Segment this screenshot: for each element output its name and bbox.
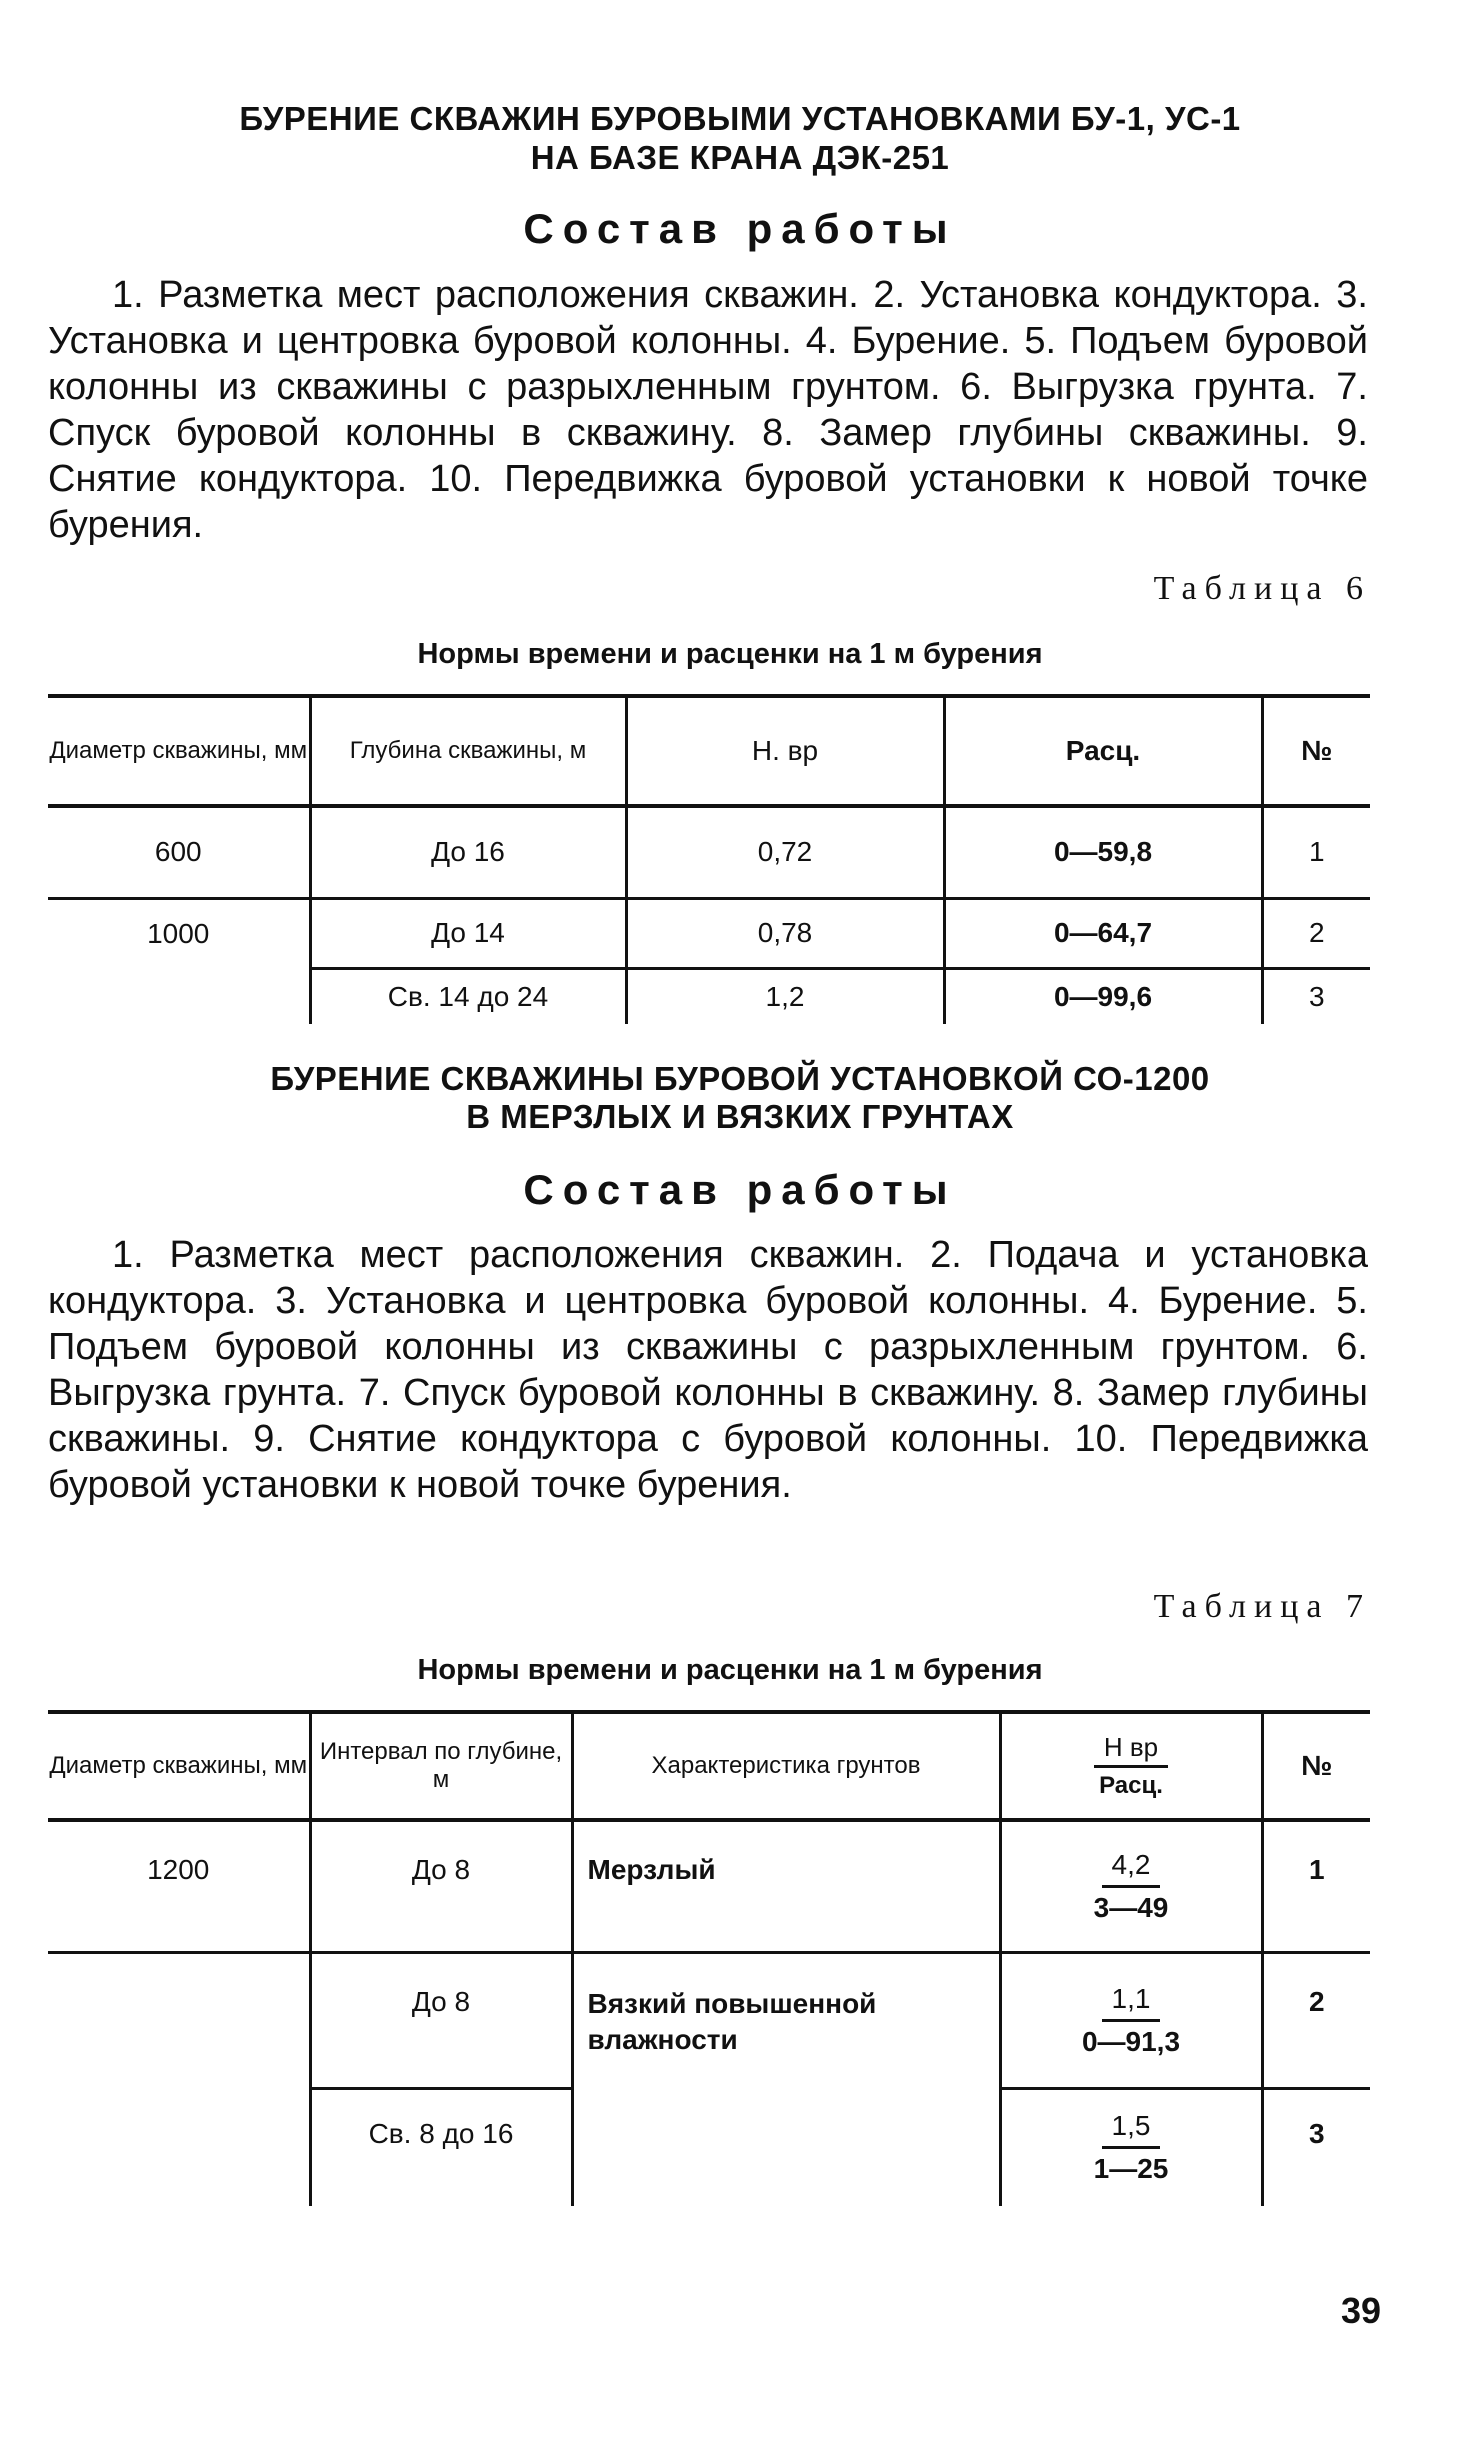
table7-cell-interval: До 8 [310, 1952, 572, 2088]
table6-cell-num: 3 [1308, 980, 1325, 1012]
table7-cell-diameter [48, 1952, 310, 2088]
page-number: 39 [1340, 2290, 1381, 2331]
table6-label: Таблица 6 [1153, 570, 1371, 607]
section1-text: 1. Разметка мест расположения скважин. 2. Установка кондуктора. 3. Установка и центровка буровой колонны. 4. Бурение. 5. Подъем буровой колонны из скважины с разрыхленным грунтом. 6. Выгрузка грунта. 7. Спуск буровой колонны в скважину. 8. Замер глубины скважины. 9. Снятие кондуктора. 10. Передвижка буровой установки к новой точке бурения. [48, 274, 1368, 546]
table6-cell-num: 1 [1308, 836, 1325, 868]
section2-text: 1. Разметка мест расположения скважин. 2. Подача и установка кондуктора. 3. Установка и центровка буровой колонны. 4. Бурение. 5. Подъем буровой колонны из скважины с разрыхленным грунтом. 6. Выгрузка грунта. 7. Спуск буровой колонны в скважину. 8. Замер глубины скважины. 9. Снятие кондуктора с буровой колонны. 10. Передвижка буровой установки к новой точке бурения. [48, 1234, 1368, 1506]
table7-cell-diameter: 1200 [48, 1820, 310, 1952]
table6-title: Нормы времени и расценки на 1 м бурения [417, 638, 1043, 670]
table6-cell-depth: Св. 14 до 24 [310, 968, 626, 1024]
table7-header-rate: Расц. [1099, 1771, 1163, 1799]
table7-title: Нормы времени и расценки на 1 м бурения [417, 1654, 1043, 1686]
table6-cell-depth: До 16 [310, 806, 626, 898]
table6 [48, 694, 1370, 1024]
table6-cell-num: 2 [1262, 898, 1370, 968]
table7-cell-interval: Св. 8 до 16 [310, 2088, 572, 2206]
table7-cell-rate: 3—49 [1093, 1891, 1169, 1923]
table6-header-rate: Расц. [944, 696, 1262, 806]
table-row [48, 1820, 1370, 1952]
section2-title-line1: БУРЕНИЕ СКВАЖИНЫ БУРОВОЙ УСТАНОВКОЙ СО-1200 [270, 1060, 1210, 1097]
table7-label: Таблица 7 [1153, 1588, 1371, 1625]
table7-cell-diameter [48, 2088, 310, 2206]
table7-header-diameter: Диаметр скважины, мм [48, 1712, 310, 1820]
table7-cell-soil: Мерзлый [572, 1820, 1000, 1952]
table7-cell-norm-rate [1000, 1820, 1262, 1952]
table-row [48, 1952, 1370, 2088]
table6-header-norm: Н. вр [626, 696, 944, 806]
table-row [48, 898, 1370, 968]
table6-cell-rate: 0—59,8 [944, 806, 1262, 898]
table7-header-soil: Характеристика грунтов [572, 1712, 1000, 1820]
table7-header-num: № [1301, 1750, 1333, 1781]
section1-title-line1: БУРЕНИЕ СКВАЖИН БУРОВЫМИ УСТАНОВКАМИ БУ-1, УС-1 [239, 100, 1241, 137]
table7-header-norm: Н вр [1094, 1733, 1168, 1768]
table7-cell-soil: Вязкий повышенной влажности [572, 1952, 1000, 2206]
table7-cell-norm: 1,1 [1102, 1983, 1161, 2022]
table7-cell-norm: 1,5 [1102, 2110, 1161, 2149]
table7-cell-interval: До 8 [310, 1820, 572, 1952]
table6-header-depth: Глубина скважины, м [310, 696, 626, 806]
table7-header-interval: Интервал по глубине, м [310, 1712, 572, 1820]
table6-cell-norm: 1,2 [626, 968, 944, 1024]
table6-cell-norm: 0,78 [626, 898, 944, 968]
section2-title-line2: В МЕРЗЛЫХ И ВЯЗКИХ ГРУНТАХ [466, 1098, 1014, 1135]
table6-cell-diameter: 1000 [48, 898, 310, 968]
table7-header-norm-rate [1000, 1712, 1262, 1820]
section1-title-line2: НА БАЗЕ КРАНА ДЭК-251 [530, 139, 950, 176]
table7-cell-rate: 1—25 [1093, 2153, 1169, 2185]
table7-cell-num: 1 [1308, 1854, 1325, 1885]
table6-cell-rate: 0—64,7 [944, 898, 1262, 968]
table7-cell-num: 3 [1308, 2117, 1325, 2149]
table7-cell-norm-rate [1000, 2088, 1262, 2206]
table6-cell-diameter [48, 968, 310, 1024]
table7 [48, 1710, 1370, 2206]
table6-cell-diameter: 600 [48, 806, 310, 898]
table6-header-diameter: Диаметр скважины, мм [48, 696, 310, 806]
table6-cell-depth: До 14 [310, 898, 626, 968]
table-row [48, 968, 1370, 1024]
table6-header-num: № [1301, 735, 1333, 766]
table-row [48, 806, 1370, 898]
table6-cell-norm: 0,72 [626, 806, 944, 898]
section1-subtitle: Состав работы [523, 205, 957, 252]
table7-cell-norm: 4,2 [1102, 1849, 1161, 1888]
table7-cell-num: 2 [1262, 1952, 1370, 2088]
table7-cell-rate: 0—91,3 [1081, 2025, 1181, 2057]
section2-subtitle: Состав работы [523, 1166, 957, 1213]
table7-cell-norm-rate [1000, 1952, 1262, 2088]
table6-cell-rate: 0—99,6 [944, 968, 1262, 1024]
